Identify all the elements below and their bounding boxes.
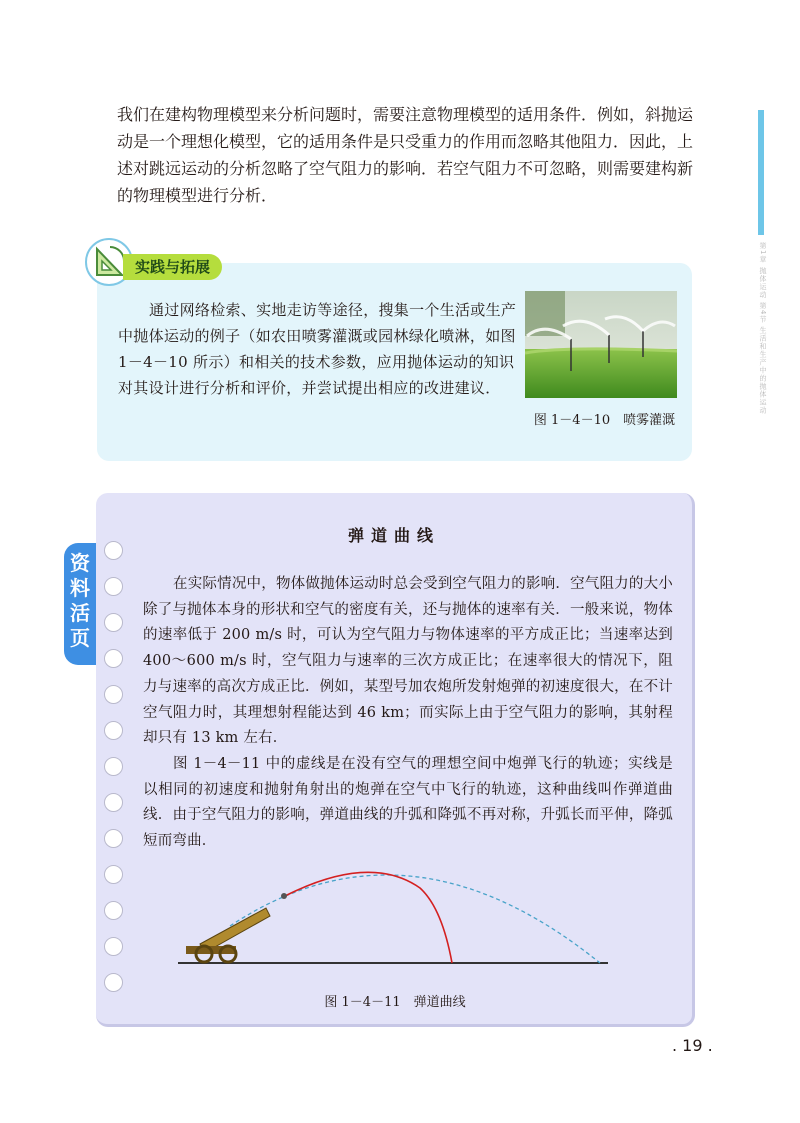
tab-char: 页 <box>70 626 90 650</box>
binder-ring <box>104 937 123 956</box>
reading-figure-caption: 图 1－4－11 弹道曲线 <box>324 995 466 1010</box>
binder-ring <box>104 613 123 632</box>
binder-ring <box>104 973 123 992</box>
tab-char: 料 <box>70 576 90 600</box>
intro-paragraph <box>117 101 702 209</box>
binder-ring <box>104 649 123 668</box>
ideal-trajectory <box>230 875 600 963</box>
page-number: . 19 . <box>672 1036 713 1055</box>
reading-title: 弹道曲线 <box>347 526 440 545</box>
intro-text: 我们在建构物理模型来分析问题时，需要注意物理模型的适用条件．例如，斜抛运动是一个理想化模型，它的适用条件是只受重力的作用而忽略其他阻力．因此，上述对跳远运动的分析忽略了空气阻力的影响．若空气阻力不可忽略，则需要建构新的物理模型进行分析． <box>117 105 694 205</box>
practice-text-block <box>118 297 518 401</box>
reading-paragraph: 图 1－4－11 中的虚线是在没有空气的理想空间中炮弹飞行的轨迹；实线是以相同的初速度和抛射角射出的炮弹在空气中飞行的轨迹，这种曲线叫作弹道曲线．由于空气阻力的影响，弹道曲线的升弧和降弧不再对称，升弧长而平伸，降弧短而弯曲． <box>143 755 673 850</box>
binder-ring <box>104 901 123 920</box>
tab-char: 资 <box>70 551 90 575</box>
reading-body <box>143 572 673 855</box>
practice-text: 通过网络检索、实地走访等途径，搜集一个生活或生产中抛体运动的例子（如农田喷雾灌溉或园林绿化喷淋，如图 1－4－10 所示）和相关的技术参数，应用抛体运动的知识对其设计进行分析和评价，并尝试提出相应的改进建议． <box>118 301 517 397</box>
spray-irrigation-photo <box>525 291 677 398</box>
binder-ring <box>104 577 123 596</box>
cannon-icon <box>186 908 270 962</box>
practice-title: 实践与拓展 <box>123 254 222 280</box>
binder-ring <box>104 721 123 740</box>
ballistic-trajectory <box>285 872 452 963</box>
binder-ring <box>104 685 123 704</box>
shell-icon <box>281 893 287 899</box>
practice-figure-caption: 图 1－4－10 喷雾灌溉 <box>533 413 676 428</box>
chapter-side-text: 第1章 抛体运动 第4节 生活和生产中的抛体运动 <box>759 242 767 415</box>
binder-ring <box>104 865 123 884</box>
binder-ring <box>104 793 123 812</box>
chapter-side-tab <box>758 110 764 235</box>
binder-ring <box>104 757 123 776</box>
ballistic-curve-figure <box>170 848 610 973</box>
reading-material-tab <box>64 543 96 665</box>
reading-paragraph: 在实际情况中，物体做抛体运动时总会受到空气阻力的影响．空气阻力的大小除了与抛体本身的形状和空气的密度有关，还与抛体的速率有关．一般来说，物体的速率低于 200 m/s 时，可认为空气阻力与物体速率的平方成正比；当速率达到 400～600 m/s 时，空气阻力与速率的三次方成正比；在速率很大的情况下，阻力与速率的高次方成正比．例如，某型号加农炮所发射炮弹的初速度很大，在不计空气阻力时，其理想射程能达到 46 km；而实际上由于空气阻力的影响，其射程却只有 13 km 左右． <box>143 576 673 747</box>
tab-char: 活 <box>70 601 90 625</box>
binder-ring <box>104 829 123 848</box>
